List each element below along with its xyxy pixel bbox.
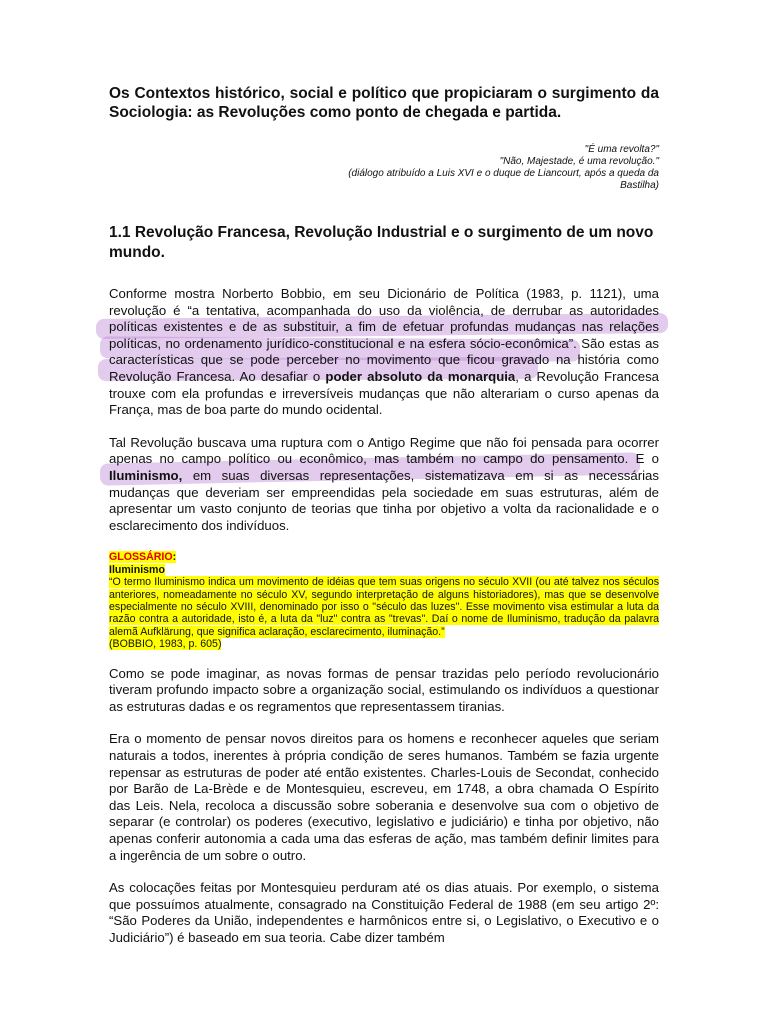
document-page: [109, 84, 659, 946]
glossary-colon: :: [172, 551, 177, 564]
epigraph-line: "É uma revolta?": [584, 144, 659, 155]
section-title: 1.1 Revolução Francesa, Revolução Industrial e o surgimento de um novo mundo.: [109, 224, 654, 261]
glossary-reference: (BOBBIO, 1983, p. 605): [109, 638, 222, 651]
paragraph-text: em suas diversas representações, sistematizava em si as necessárias mudanças que deveriam ser empreendidas pela sociedade em suas estruturas, além de apresentar um vasto conjunto de teorias que tinha por objetivo a volta da racionalidade e o esclarecimento dos indivíduos.: [109, 467, 659, 533]
paragraph: [109, 435, 659, 535]
epigraph: [109, 144, 659, 192]
glossary-definition-text: “O termo Iluminismo indica um movimento de idéias que tem suas origens no século XVII (ou até talvez nos séculos anteriores, nomeadamente no século XV, segundo interpretação de alguns historiadores), mas que se desenvolve especialmente no século XVIII, denominado por isso o "século das luzes". Esse movimento visa estimular a luta da razão contra a autoridade, isto é, a luta da "luz" contra as "trevas". Daí o nome de Iluminismo, tradução da palavra alemã Aufklärung, que significa aclaração, esclarecimento, iluminação.”: [109, 576, 659, 638]
glossary-box: [109, 551, 659, 650]
paragraph: As colocações feitas por Montesquieu perduram até os dias atuais. Por exemplo, o sistema que possuímos atualmente, consagrado na Constituição Federal de 1988 (em seu artigo 2º: “São Poderes da União, independentes e harmônicos entre si, o Legislativo, o Executivo e o Judiciário”) é baseado em sua teoria. Cabe dizer também: [109, 880, 659, 945]
paragraph-text: , a Revolução Francesa trouxe com ela profundas e irreversíveis mudanças que não alterariam o curso apenas da França, mas de boa parte do mundo ocidental.: [109, 368, 660, 418]
epigraph-line: Bastilha): [620, 180, 659, 191]
paragraph: Era o momento de pensar novos direitos para os homens e reconhecer aqueles que seriam naturais a todos, inerentes à própria condição de seres humanos. Também se fazia urgente repensar as estruturas de poder até então existentes. Charles-Louis de Secondat, conhecido por Barão de La-Brède e de Montesquieu, escreveu, em 1748, a obra chamada O Espírito das Leis. Nela, recoloca a discussão sobre soberania e desenvolve sua com o objetivo de separar (e controlar) os poderes (executivo, legislativo e judiciário) e tinha por objetivo, não apenas conferir autonomia a cada uma das esferas de ação, mas também definir limites para a ingerência de um sobre o outro.: [109, 731, 659, 863]
glossary-label: GLOSSÁRIO: [109, 551, 173, 564]
epigraph-line: "Não, Majestade, é uma revolução.": [499, 156, 659, 167]
epigraph-line: (diálogo atribuído a Luis XVI e o duque de Liancourt, após a queda da: [348, 168, 659, 179]
paragraph-text: Tal Revolução buscava uma ruptura com o Antigo Regime que não foi pensada para ocorrer apenas no campo político ou econômico, mas também no campo do pensamento. E o: [109, 434, 659, 467]
bold-phrase: poder absoluto da monarquia: [325, 368, 516, 384]
document-title: Os Contextos histórico, social e político que propiciaram o surgimento da Sociologia: as Revoluções como ponto de chegada e partida.: [109, 85, 659, 121]
paragraph: [109, 286, 659, 419]
glossary-term: Iluminismo: [109, 563, 165, 576]
paragraph-text: Conforme mostra Norberto Bobbio, em seu Dicionário de Política (1983, p. 1121), uma revolução é “a tentativa, acompanhada do uso da violência, de derrubar as autoridades políticas existentes e de as substituir, a fim de efetuar profundas mudanças nas relações políticas, no ordenamento jurídico-constitucional e na esfera sócio-econômica”. São estas as características que se pode perceber no movimento que ficou gravado na história como Revolução Francesa. Ao desafiar o: [109, 286, 659, 384]
paragraph: Como se pode imaginar, as novas formas de pensar trazidas pelo período revolucionário tiveram profundo impacto sobre a organização social, estimulando os indivíduos a questionar as estruturas dadas e os regramentos que representassem tiranias.: [109, 665, 659, 714]
bold-phrase: Iluminismo,: [109, 467, 183, 483]
glossary-definition: [109, 576, 659, 638]
